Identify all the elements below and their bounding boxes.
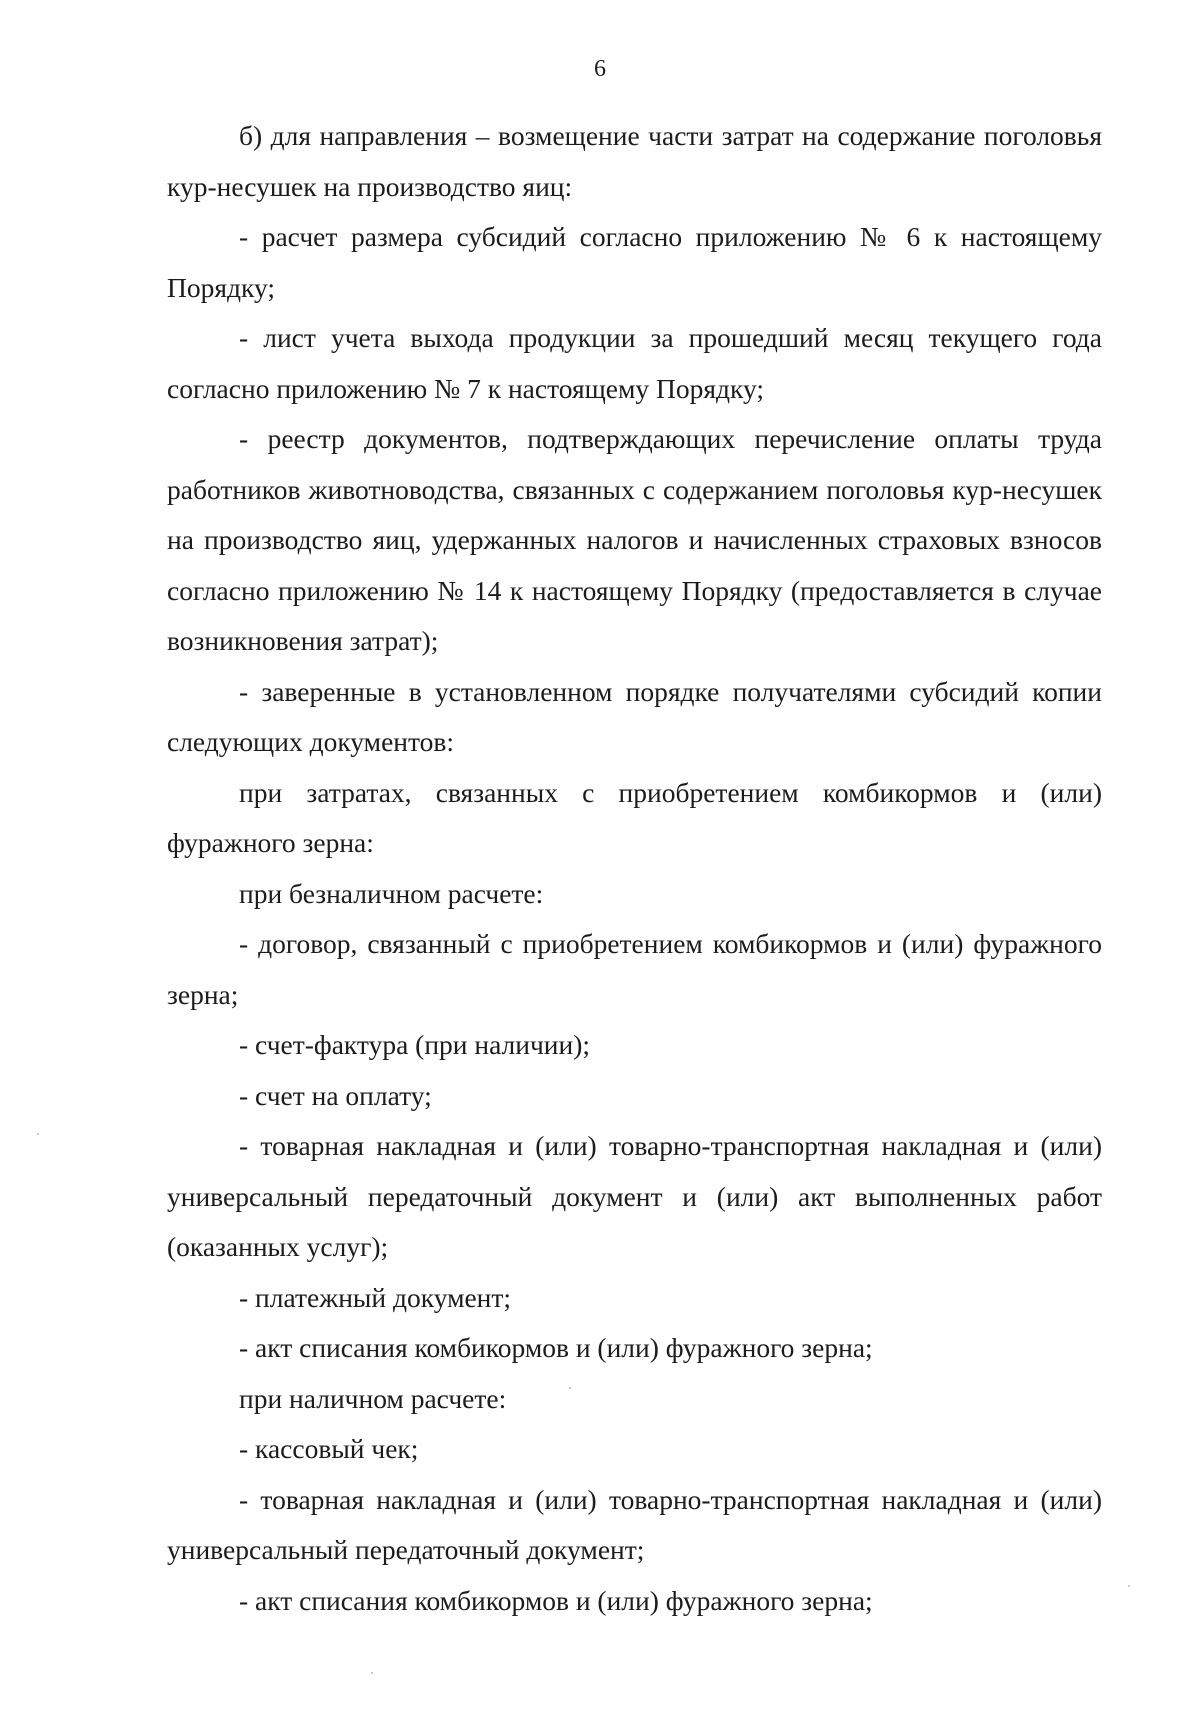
paragraph-production-sheet: - лист учета выхода продукции за прошедший месяц текущего года согласно приложению № 7 к настоящему Порядку; (167, 322, 1102, 404)
paragraph-feed-costs: при затратах, связанных с приобретением комбикормов и (или) фуражного зерна: (167, 776, 1102, 858)
page-number: 6 (594, 56, 606, 82)
paragraph-write-off-act-cash: - акт списания комбикормов и (или) фуражного зерна; (239, 1584, 873, 1616)
scan-speck (37, 1133, 39, 1135)
paragraph-waybill-cash: - товарная накладная и (или) товарно-транспортная накладная и (или) универсальный передаточный документ; (167, 1483, 1102, 1565)
paragraph-cash-payment: при наличном расчете: (239, 1382, 507, 1414)
paragraph-invoice: - счет-фактура (при наличии); (239, 1029, 591, 1060)
scan-speck (569, 1387, 571, 1389)
paragraph-certified-copies: - заверенные в установленном порядке получателями субсидий копии следующих документов: (167, 675, 1102, 757)
paragraph-direction-b: б) для направления – возмещение части затрат на содержание поголовья кур-несушек на производство яиц: (167, 120, 1102, 202)
scan-speck (1128, 1585, 1130, 1587)
paragraph-write-off-act: - акт списания комбикормов и (или) фуражного зерна; (239, 1332, 873, 1363)
paragraph-subsidy-calculation: - расчет размера субсидий согласно приложению № 6 к настоящему Порядку; (167, 221, 1102, 303)
paragraph-bill: - счет на оплату; (239, 1079, 432, 1111)
paragraph-cashless-payment: при безналичном расчете: (239, 877, 544, 909)
paragraph-payroll-register: - реестр документов, подтверждающих перечисление оплаты труда работников животноводства, связанных с содержанием поголовья кур-несушек на производство яиц, удержанных налогов и начисленных страховых взносов согласно приложению № 14 к настоящему Порядку (предоставляется в случае возникновения затрат); (167, 423, 1102, 656)
paragraph-payment-document: - платежный документ; (239, 1281, 512, 1313)
paragraph-waybill: - товарная накладная и (или) товарно-транспортная накладная и (или) универсальный передаточный документ и (или) акт выполненных работ (оказанных услуг); (167, 1130, 1102, 1262)
paragraph-cash-receipt: - кассовый чек; (239, 1433, 419, 1464)
document-body (167, 111, 1102, 1626)
scan-speck (371, 1672, 373, 1674)
paragraph-contract: - договор, связанный с приобретением комбикормов и (или) фуражного зерна; (167, 928, 1102, 1010)
